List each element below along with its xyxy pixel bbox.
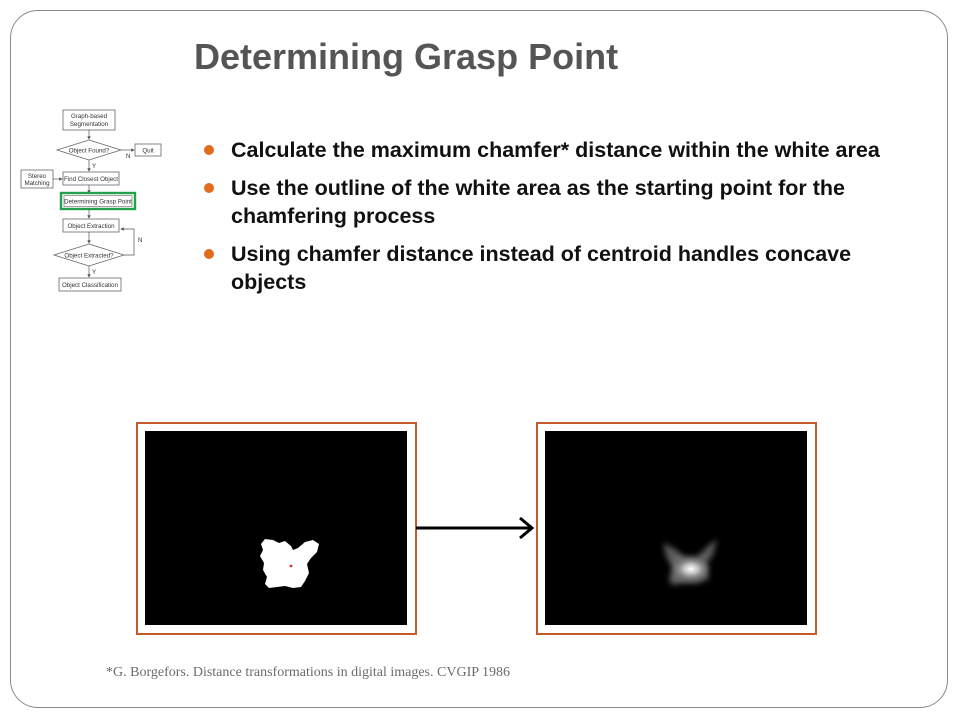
node-classification-label: Object Classification <box>61 282 119 289</box>
edge-label-yes2: Y <box>92 269 97 276</box>
white-object-blob <box>145 431 407 625</box>
node-extraction <box>63 219 119 232</box>
node-quit-label: Quit <box>142 147 154 155</box>
bullet-text: Calculate the maximum chamfer* distance within the white area <box>231 138 880 162</box>
bullet-dot-icon <box>204 249 214 259</box>
node-segmentation-line1: Graph-based <box>70 113 108 120</box>
node-find-closest <box>63 172 119 185</box>
node-extraction-label: Object Extraction <box>67 223 115 230</box>
bullet-item <box>204 240 924 296</box>
chamfer-distance-image-frame <box>536 422 817 635</box>
node-object-found <box>57 140 121 160</box>
binary-mask-image-frame <box>136 422 417 635</box>
node-stereo <box>21 170 53 188</box>
node-extracted-label: Object Extracted? <box>64 252 114 260</box>
bullet-item <box>204 174 924 230</box>
bullet-dot-icon <box>204 183 214 193</box>
node-classification <box>59 278 121 291</box>
bullet-text: Using chamfer distance instead of centroid handles concave objects <box>231 242 852 294</box>
node-find-closest-label: Find Closest Object <box>64 176 118 183</box>
distance-glow-blob <box>545 431 807 625</box>
node-determining <box>61 193 135 209</box>
node-determining-label: Determining Grasp Point <box>64 198 132 206</box>
chamfer-distance-image <box>545 431 807 625</box>
bullet-item <box>204 136 924 164</box>
bullet-list <box>204 136 924 306</box>
edge-extracted-retry <box>121 229 134 255</box>
slide-title: Determining Grasp Point <box>194 36 619 77</box>
edge-label-no2: N <box>138 237 143 244</box>
node-quit <box>135 144 161 156</box>
edge-label-yes1: Y <box>92 163 97 170</box>
node-object-found-label: Object Found? <box>68 147 110 155</box>
node-segmentation <box>63 110 115 130</box>
node-extracted <box>54 244 124 266</box>
edge-label-no1: N <box>126 153 131 160</box>
node-stereo-line2: Matching <box>24 180 50 187</box>
binary-mask-image <box>145 431 407 625</box>
citation-footnote: *G. Borgefors. Distance transformations in digital images. CVGIP 1986 <box>106 665 510 680</box>
node-stereo-line1: Stereo <box>27 173 47 180</box>
transform-arrow-icon <box>410 512 540 548</box>
bullet-dot-icon <box>204 145 214 155</box>
node-segmentation-line2: Segmentation <box>69 121 109 128</box>
flowchart-diagram <box>18 104 168 304</box>
bullet-text: Use the outline of the white area as the starting point for the chamfering process <box>231 176 846 228</box>
